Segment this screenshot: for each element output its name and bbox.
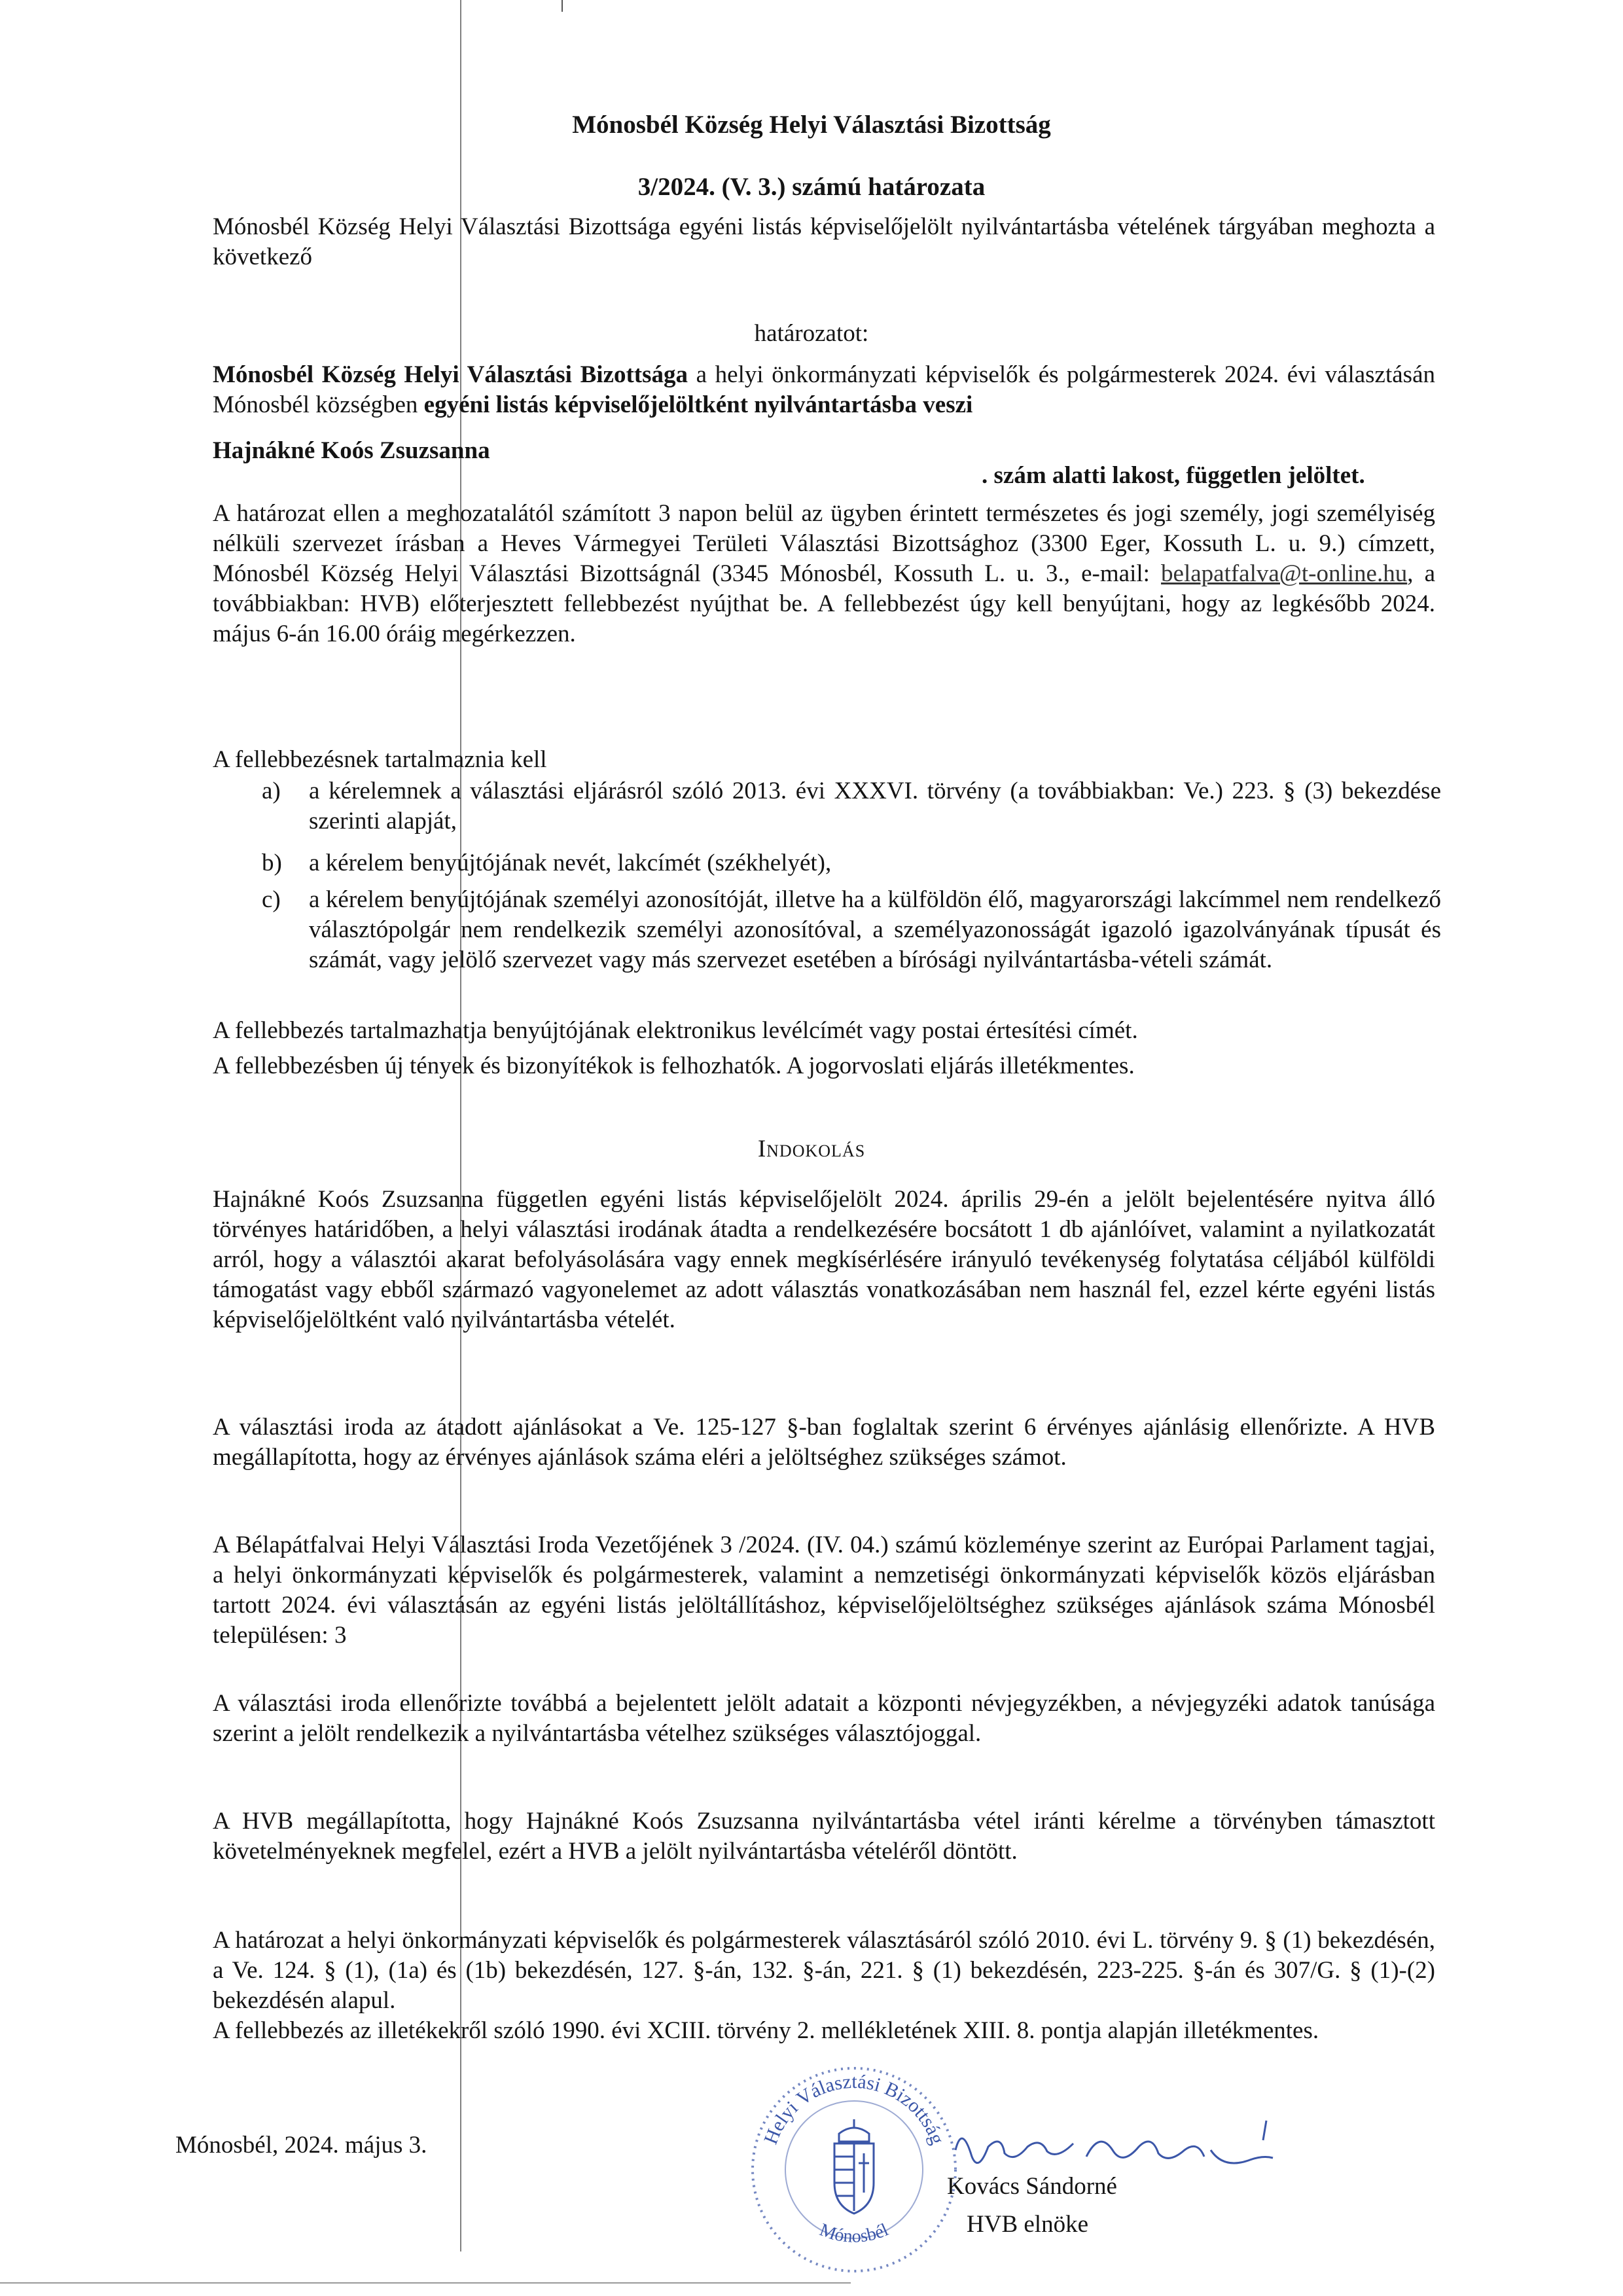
appeal-text-2: , a továbbiakban: HVB) előterjesztett fellebbezést nyújthat be. A fellebbezést úgy kell benyújtani, hogy az legkésőbb 2024. május 6-án 16.00 óráig megérkezzen. (213, 560, 1435, 647)
official-stamp (746, 2062, 962, 2278)
stamp-bottom-text: Mónosbél (817, 2219, 892, 2247)
appeal-paragraph (213, 499, 1435, 649)
list-marker: a) (262, 778, 281, 804)
candidate-address-tail: . szám alatti lakost, független jelöltet. (982, 462, 1365, 489)
reasoning-paragraph-1: Hajnákné Koós Zsuzsanna független egyéni listás képviselőjelölt 2024. április 29-én a jelölt bejelentésére nyitva álló törvényes határidőben, a helyi választási irodának átadta a rendelkezésére bocsátott 1 db ajánlóívet, valamint a nyilatkozatát arról, hogy a választói akarat befolyásolására vagy ennek megkísérlésére irányuló tevékenység folytatása céljából külföldi támogatást vagy ebből származó vagyonelemet az adott választás vonatkozásában nem használ fel, ezzel kérte egyéni listás képviselőjelöltként való nyilvántartásba vételét. (213, 1186, 1435, 1333)
signatory-title: HVB elnöke (967, 2211, 1088, 2238)
scan-bottom-line (0, 2282, 851, 2284)
document-authority: Mónosbél Község Helyi Választási Bizottság (572, 111, 1051, 139)
list-text: a kérelem benyújtójának személyi azonosítóját, illetve ha a külföldön élő, magyarországi lakcímmel nem rendelkező választópolgár nem rendelkezik személyi azonosítóval, a személyazonosságát igazoló igazolványának típusát és számát, vagy jelölő szervezet vagy más szervezet esetében a bírósági nyilvántartásba-vételi számát. (309, 886, 1441, 973)
contents-line-2: A fellebbezésben új tények és bizonyítékok is felhozhatók. A jogorvoslati eljárás illetékmentes. (213, 1052, 1135, 1079)
fee-exemption-paragraph: A fellebbezés az illetékekről szóló 1990. évi XCIII. törvény 2. mellékletének XIII. 8. pontja alapján illetékmentes. (213, 2017, 1319, 2044)
contents-intro: A fellebbezésnek tartalmaznia kell (213, 746, 547, 773)
list-item-a (262, 776, 1441, 839)
legal-basis-paragraph: A határozat a helyi önkormányzati képviselők és polgármesterek választásáról szóló 2010. évi L. törvény 9. § (1) bekezdésén, a Ve. 124. § (1), (1a) és (1b) bekezdésén, 127. §-án, 132. §-án, 221. § (1) bekezdésén, 223-225. §-án és 307/G. § (1)-(2) bekezdésén alapul. (213, 1927, 1435, 2014)
reasoning-paragraph-4: A választási iroda ellenőrizte továbbá a bejelentett jelölt adatait a központi névjegyzékben, a névjegyzéki adatok tanúsága szerint a jelölt rendelkezik a nyilvántartásba vételhez szükséges választójoggal. (213, 1690, 1435, 1747)
list-text: a kérelemnek a választási eljárásról szóló 2013. évi XXXVI. törvény (a továbbiakban: Ve.) 223. § (3) bekezdése szerinti alapját, (309, 778, 1441, 834)
reasoning-paragraph-3: A Bélapátfalvai Helyi Választási Iroda Vezetőjének 3 /2024. (IV. 04.) számú közleménye szerint az Európai Parlament tagjai, a helyi önkormányzati képviselők és polgármesterek, valamint a nemzetiségi önkormányzati képviselők közös eljárásban tartott 2024. évi választásán az egyéni listás jelöltállításhoz, képviselőjelöltséghez szükséges ajánlások száma Mónosbél településen: 3 (213, 1532, 1435, 1649)
place-date: Mónosbél, 2024. május 3. (175, 2132, 427, 2159)
decision-heading: határozatot: (754, 320, 869, 347)
stamp-ring-text: Helyi Választási Bizottság (759, 2070, 949, 2147)
contents-line-1: A fellebbezés tartalmazhatja benyújtójának elektronikus levélcímét vagy postai értesítési címét. (213, 1017, 1138, 1044)
decision-paragraph (213, 360, 1435, 420)
list-marker: b) (262, 850, 282, 876)
candidate-name: Hajnákné Koós Zsuzsanna (213, 437, 490, 464)
reasoning-heading: Indokolás (757, 1136, 866, 1162)
appeal-text-1: A határozat ellen a meghozatalától számított 3 napon belül az ügyben érintett természetes és jogi személy, jogi személyiség nélküli szervezet írásban a Heves Vármegyei Területi Választási Bizottsághoz (3300 Eger, Kossuth L. u. 9.) címzett, Mónosbél Község Helyi Választási Bizottságnál (3345 Mónosbél, Kossuth L. u. 3., e-mail: (213, 500, 1435, 587)
hungarian-coat-of-arms-icon (834, 2119, 874, 2214)
list-marker: c) (262, 886, 281, 913)
signatory-name: Kovács Sándorné (947, 2173, 1117, 2200)
appeal-email-link[interactable]: belapatfalva@t-online.hu (1161, 560, 1408, 587)
reasoning-paragraph-5: A HVB megállapította, hogy Hajnákné Koós Zsuzsanna nyilvántartásba vétel iránti kérelme a törvényben támasztott követelményeknek megfelel, ezért a HVB a jelölt nyilvántartásba vételéről döntött. (213, 1808, 1435, 1865)
decision-committee: Mónosbél Község Helyi Választási Bizottsága (213, 361, 688, 388)
intro-paragraph: Mónosbél Község Helyi Választási Bizottsága egyéni listás képviselőjelölt nyilvántartásba vételének tárgyában meghozta a következő (213, 213, 1435, 270)
document-number: 3/2024. (V. 3.) számú határozata (637, 173, 986, 201)
decision-verb: egyéni listás képviselőjelöltként nyilvántartásba veszi (423, 391, 973, 418)
list-item-c (262, 885, 1441, 1005)
decision-text: a helyi önkormányzati képviselők és polgármesterek 2024. évi választásán Mónosbél községben (213, 361, 1436, 418)
list-item-b (262, 848, 1441, 878)
reasoning-paragraph-2: A választási iroda az átadott ajánlásokat a Ve. 125-127 §-ban foglaltak szerint 6 érvényes ajánlásig ellenőrizte. A HVB megállapította, hogy az érvényes ajánlások száma eléri a jelöltséghez szükséges számot. (213, 1414, 1435, 1471)
scan-top-tick (562, 0, 563, 12)
list-text: a kérelem benyújtójának nevét, lakcímét (székhelyét), (309, 850, 832, 876)
